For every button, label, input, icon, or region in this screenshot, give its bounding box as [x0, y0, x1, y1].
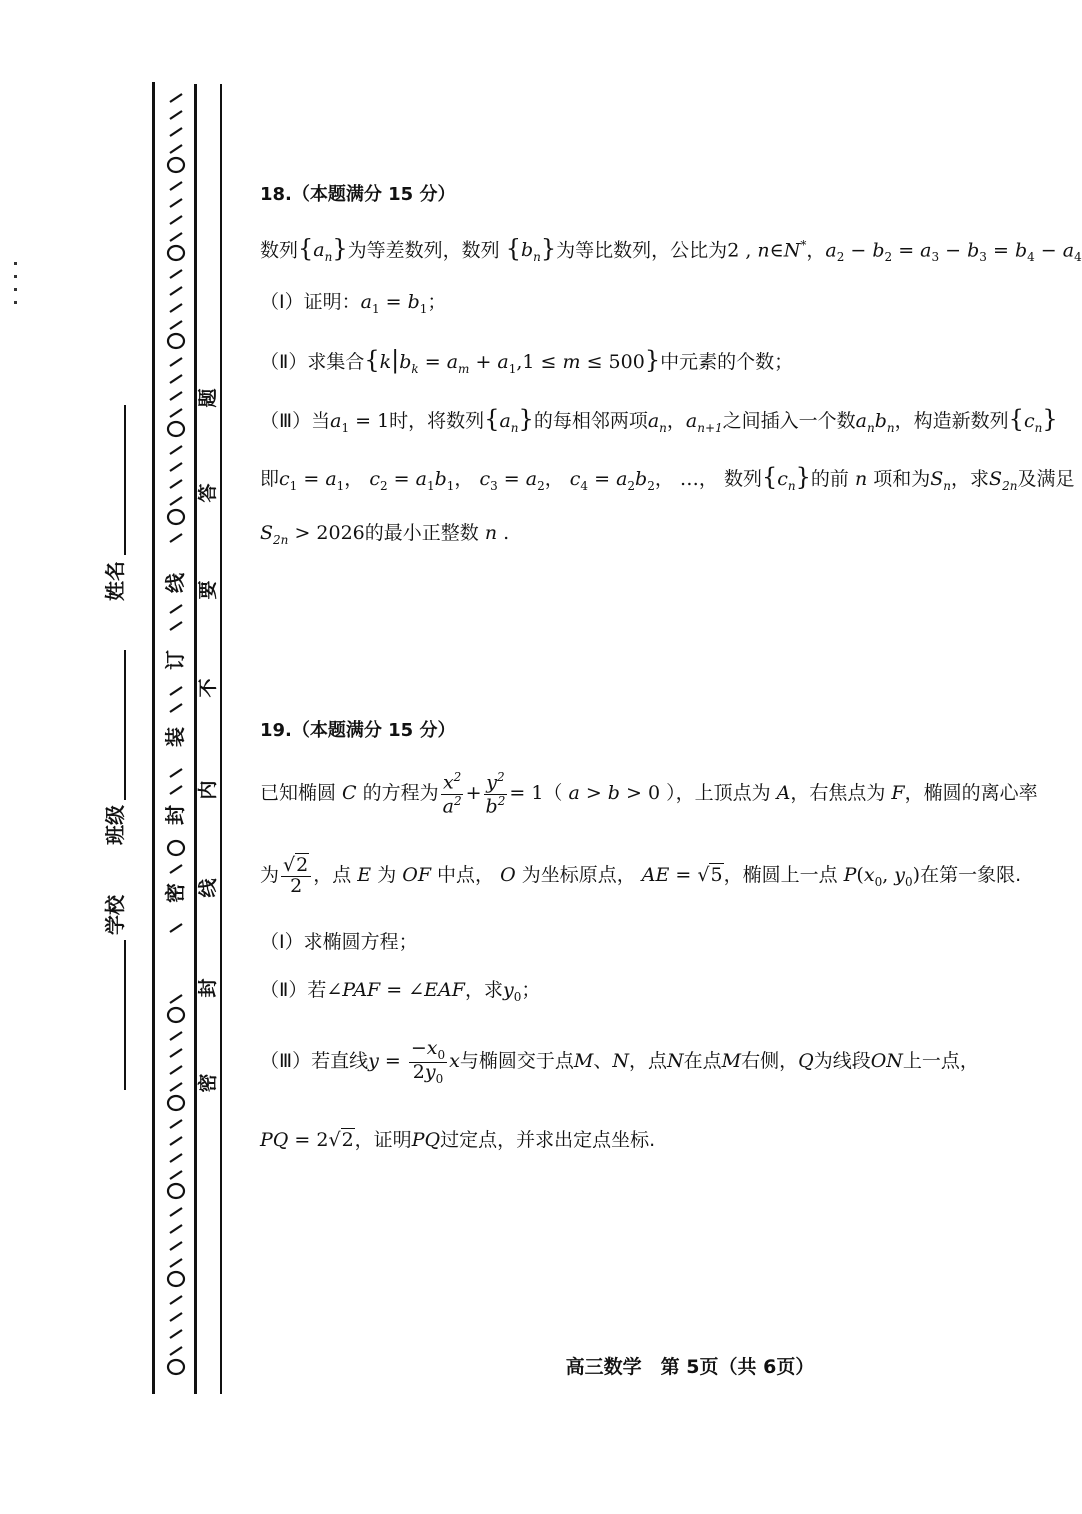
q19-part3-text-g: ，证明 [354, 1129, 412, 1151]
school-field-label: 学校 [103, 895, 127, 935]
seal-slash [170, 199, 182, 207]
q18-part2-label: （Ⅱ）求集合 [260, 351, 365, 373]
seal-slash [170, 182, 182, 190]
q19-part3-line1: （Ⅲ）若直线y = $\frac{-x_0}{2y_0}$ x与椭圆交于点M、N，点N在点M右侧，Q为线段ON上一点， [260, 1037, 979, 1086]
seal-circle [168, 158, 184, 172]
seal-slash [170, 128, 182, 136]
q19-part3-text-f: 上一点， [902, 1050, 979, 1072]
seal-slash [170, 1330, 182, 1338]
warning-char-feng: 封 [197, 978, 219, 998]
margin-line-mid [194, 84, 197, 1394]
seal-slash [170, 1137, 182, 1145]
warning-char-da: 答 [197, 483, 219, 503]
seal-slash [170, 534, 182, 542]
q19-part1 [260, 922, 1052, 962]
q18-stem: 数列$\{a_n\}$为等差数列，数列 $\{b_n\}$为等比数列，公比为2 , n∈N*，$a_2 - b_2 = a_3 - b_3 = b_4 - a_4$ [260, 234, 1082, 265]
warning-char-bu: 不 [197, 678, 219, 698]
name-field-label: 姓名 [103, 561, 127, 601]
seal-slash [170, 1296, 182, 1304]
seal-label-zhuang: 装 [160, 722, 190, 752]
seal-slash [170, 409, 182, 417]
seal-slash [170, 995, 182, 1003]
q19-stem-line1: 已知椭圆 C 的方程为 $\frac{x^2}{a^2}$ + $\frac{y^2}{b^2}$ = 1（ a > b > 0 ），上顶点为 A，右焦点为 F，椭圆的离心率 [260, 770, 1038, 817]
q18-part3-text-a: 时，将数列 [389, 410, 485, 432]
seal-circle [168, 1272, 184, 1286]
q19-text-1b: 的方程为 [362, 782, 439, 804]
name-field-line [124, 405, 126, 555]
seal-circle [168, 510, 184, 524]
q18-part3-text-d: ，构造新数列 [894, 410, 1009, 432]
seal-slash [170, 865, 182, 873]
seal-slash [170, 216, 182, 224]
q19-part3-text-a: 与椭圆交于点 [459, 1050, 574, 1072]
warning-char-mi: 密 [197, 1073, 219, 1093]
warning-char-xian: 线 [197, 878, 219, 898]
seal-slash [170, 94, 182, 102]
q18-part2: （Ⅱ）求集合$\{k|b_k = a_m + a_1,1 \le m \le 500\}$中元素的个数； [260, 346, 794, 376]
q19-text-1d: ，右焦点为 [790, 782, 886, 804]
seal-slash [170, 704, 182, 712]
q19-text-2a: 为 [260, 864, 280, 886]
seal-slash [170, 1032, 182, 1040]
seal-slash [170, 1083, 182, 1091]
margin-line-right [220, 84, 222, 1394]
page-footer: 高三数学 第 5页（共 6页） [565, 1356, 815, 1378]
seal-slash [170, 622, 182, 630]
warning-char-ti: 题 [197, 388, 219, 408]
q18-part3-text-b: 的每相邻两项 [533, 410, 648, 432]
q19-text-2b: ，点 [313, 864, 352, 886]
q19-part3-text-h: 过定点，并求出定点坐标. [440, 1129, 656, 1151]
seal-slash [170, 687, 182, 695]
seal-slash [170, 1225, 182, 1233]
q18-heading: 18.（本题满分 15 分） [260, 184, 456, 205]
q19-stem-line2: 为 $\frac{√2}{2}$ ，点 E 为 OF 中点， O 为坐标原点， AE = √5，椭圆上一点 $P(x_0$, $y_0$)在第一象限. [260, 853, 1022, 897]
class-field-line [124, 650, 126, 800]
q18-part1-label: （Ⅰ）证明： [260, 291, 361, 313]
seal-slash [170, 924, 182, 932]
seal-circle [168, 1008, 184, 1022]
q19-text-2f: ，椭圆上一点 [723, 864, 838, 886]
q18-part3-text-j: 及满足 [1017, 468, 1075, 490]
seal-slash [170, 1154, 182, 1162]
seal-slash [170, 145, 182, 153]
q19-text-1c: 上顶点为 [694, 782, 771, 804]
q19-part1-text: （Ⅰ）求椭圆方程； [260, 931, 418, 953]
q19-part2: （Ⅱ）若∠PAF = ∠EAF，求$y_0$； [260, 979, 541, 1004]
seal-slash [170, 270, 182, 278]
seal-slash [170, 1066, 182, 1074]
seal-slash [170, 304, 182, 312]
seal-slash [170, 111, 182, 119]
seal-slash [170, 358, 182, 366]
q19-text-2e: 为坐标原点， [521, 864, 636, 886]
q19-part3-text-c: 在点 [683, 1050, 722, 1072]
seal-slash [170, 480, 182, 488]
q18-number-2026: 2026 [316, 522, 365, 544]
warning-char-yao: 要 [197, 580, 219, 600]
seal-slash [170, 375, 182, 383]
seal-slash [170, 446, 182, 454]
seal-circle [168, 334, 184, 348]
q19-part3-text-d: 右侧， [741, 1050, 799, 1072]
seal-slash [170, 786, 182, 794]
q19-text-2d: 中点， [437, 864, 495, 886]
q18-part3-label: （Ⅲ）当 [260, 410, 331, 432]
q19-text-1e: ，椭圆的离心率 [904, 782, 1038, 804]
seal-circle [168, 1184, 184, 1198]
q18-part3-text-f: 数列 [723, 468, 762, 490]
q19-part3-text-e: 为线段 [813, 1050, 871, 1072]
seal-label-xian: 线 [160, 568, 190, 598]
warning-char-nei: 内 [197, 780, 219, 800]
seal-slash [170, 463, 182, 471]
q18-part2-tail: 中元素的个数； [660, 351, 794, 373]
q19-part2-label: （Ⅱ）若 [260, 979, 327, 1001]
seal-label-ding: 订 [160, 645, 190, 675]
seal-slash [170, 1120, 182, 1128]
q19-part3-text-b: ，点 [628, 1050, 667, 1072]
q19-heading: 19.（本题满分 15 分） [260, 720, 456, 741]
seal-label-feng-1: 封 [160, 800, 190, 830]
q19-text-2c: 为 [377, 864, 397, 886]
seal-circle [168, 841, 184, 855]
q18-part3-text-i: ，求 [951, 468, 990, 490]
seal-circle [168, 246, 184, 260]
seal-slash [170, 392, 182, 400]
q18-part3-text-h: 项和为 [873, 468, 931, 490]
q18-part1: （Ⅰ）证明：$a_1 = b_1$； [260, 291, 447, 316]
seal-label-mi: 密 [160, 878, 190, 908]
q18-stem-shulie: 数列 [260, 239, 299, 262]
seal-slash [170, 1208, 182, 1216]
seal-slash [170, 287, 182, 295]
q19-part3-line2: PQ = 2√2，证明PQ过定点，并求出定点坐标. [260, 1129, 656, 1151]
q18-part3-text-g: 的前 [810, 468, 849, 490]
seal-slash [170, 1259, 182, 1267]
seal-slash [170, 1049, 182, 1057]
margin-line-left [152, 82, 155, 1394]
q18-part3-line2: 即$c_1 = a_1$， $c_2 = a_1b_1$， $c_3 = a_2$， $c_4 = a_2b_2$， …， 数列$\{c_n\}$的前 n 项和为$S_n$，求$S_{2n}$及满足 [260, 463, 1075, 493]
class-field-label: 班级 [103, 805, 127, 845]
seal-circle [168, 422, 184, 436]
q19-part2-tail: ，求 [464, 979, 503, 1001]
q18-stem-text-1: 为等差数列，数列 [347, 239, 500, 262]
q18-part3-text-e: 即 [260, 468, 280, 490]
school-field-line [124, 940, 126, 1090]
seal-slash [170, 497, 182, 505]
seal-slash [170, 233, 182, 241]
q18-part3-text-c: 之间插入一个数 [722, 410, 856, 432]
q18-stem-text-2: 为等比数列，公比为 [556, 239, 728, 262]
q19-part3-label: （Ⅲ）若直线 [260, 1050, 369, 1072]
q19-text-1a: 已知椭圆 [260, 782, 337, 804]
q18-part3-line1: （Ⅲ）当$a_1 = 1$时，将数列$\{a_n\}$的每相邻两项$a_n$，$a_{n+1}$之间插入一个数$a_nb_n$，构造新数列$\{c_n\}$ [260, 405, 1058, 435]
seal-circle [168, 1096, 184, 1110]
seal-slash [170, 769, 182, 777]
q19-text-2g: 在第一象限. [920, 864, 1022, 886]
seal-slash [170, 1313, 182, 1321]
q18-part3-line3: $S_{2n} > 2026$的最小正整数 n . [260, 522, 510, 547]
seal-slash [170, 605, 182, 613]
q18-part3-text-k: 的最小正整数 [364, 522, 479, 544]
seal-slash [170, 1171, 182, 1179]
scan-marks [14, 262, 18, 314]
seal-slash [170, 1242, 182, 1250]
seal-slash [170, 321, 182, 329]
